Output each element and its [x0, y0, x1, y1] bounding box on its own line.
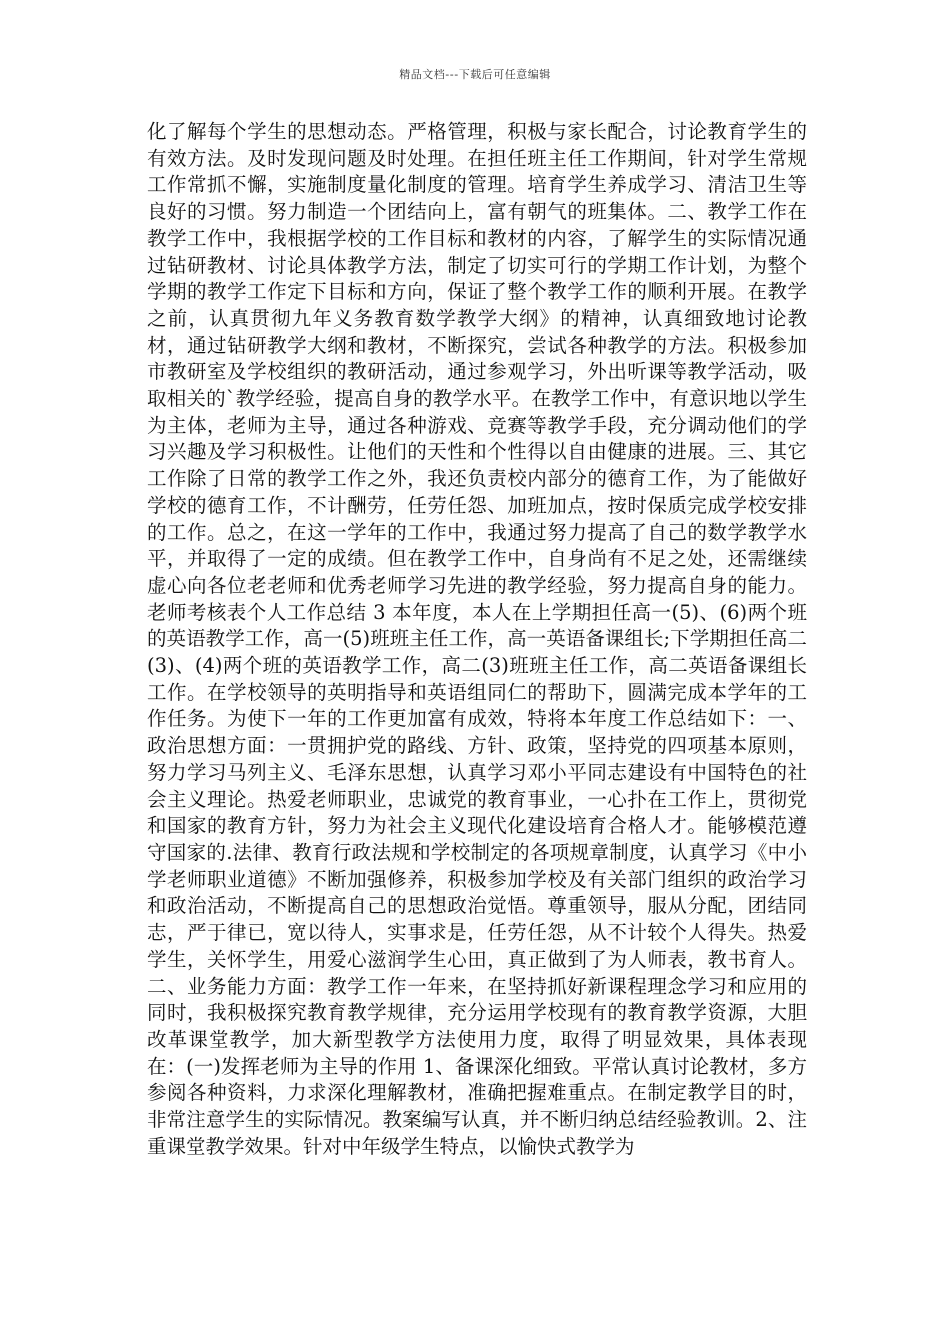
body-paragraph: 化了解每个学生的思想动态。严格管理，积极与家长配合，讨论教育学生的有效方法。及时发现问题及时处理。在担任班主任工作期间，针对学生常规工作常抓不懈，实施制度量化制度的管理。培育学生养成学习、清洁卫生等良好的习惯。努力制造一个团结向上，富有朝气的班集体。二、教学工作在教学工作中，我根据学校的工作目标和教材的内容，了解学生的实际情况通过钻研教材、讨论具体教学方法，制定了切实可行的学期工作计划，为整个学期的教学工作定下目标和方向，保证了整个教学工作的顺利开展。在教学之前，认真贯彻九年义务教育数学教学大纲》的精神，认真细致地讨论教材，通过钻研教学大纲和教材，不断探究，尝试各种教学的方法。积极参加市教研室及学校组织的教研活动，通过参观学习，外出听课等教学活动，吸取相关的`教学经验，提高自身的教学水平。在教学工作中，有意识地以学生为主体，老师为主导，通过各种游戏、竞赛等教学手段，充分调动他们的学习兴趣及学习积极性。让他们的天性和个性得以自由健康的进展。三、其它工作除了日常的教学工作之外，我还负责校内部分的德育工作，为了能做好学校的德育工作，不计酬劳，任劳任怨、加班加点，按时保质完成学校安排的工作。总之，在这一学年的工作中，我通过努力提高了自己的数学教学水平，并取得了一定的成绩。但在教学工作中，自身尚有不足之处，还需继续虚心向各位老老师和优秀老师学习先进的教学经验，努力提高自身的能力。老师考核表个人工作总结 3 本年度，本人在上学期担任高一(5)、(6)两个班的英语教学工作，高一(5)班班主任工作，高一英语备课组长;下学期担任高二(3)、(4)两个班的英语教学工作，高二(3)班班主任工作，高二英语备课组长工作。在学校领导的英明指导和英语组同仁的帮助下，圆满完成本学年的工作任务。为使下一年的工作更加富有成效，特将本年度工作总结如下：一、政治思想方面：一贯拥护党的路线、方针、政策，坚持党的四项基本原则，努力学习马列主义、毛泽东思想，认真学习邓小平同志建设有中国特色的社会主义理论。热爱老师职业，忠诚党的教育事业，一心扑在工作上，贯彻党和国家的教育方针，努力为社会主义现代化建设培育合格人才。能够模范遵守国家的.法律、教育行政法规和学校制定的各项规章制度，认真学习《中小学老师职业道德》不断加强修养，积极参加学校及有关部门组织的政治学习和政治活动，不断提高自己的思想政治觉悟。尊重领导，服从分配，团结同志，严于律已，宽以待人，实事求是，任劳任怨，从不计较个人得失。热爱学生，关怀学生，用爱心滋润学生心田，真正做到了为人师表，教书育人。二、业务能力方面：教学工作一年来，在坚持抓好新课程理念学习和应用的同时，我积极探究教育教学规律，充分运用学校现有的教育教学资源，大胆改革课堂教学，加大新型教学方法使用力度，取得了明显效果，具体表现在：(一)发挥老师为主导的作用 1、备课深化细致。平常认真讨论教材，多方参阅各种资料，力求深化理解教材，准确把握难重点。在制定教学目的时，非常注意学生的实际情况。教案编写认真，并不断归纳总结经验教训。2、注重课堂教学效果。针对中年级学生特点，以愉快式教学为	[147, 120, 807, 1158]
page-header: 精品文档---下载后可任意编辑	[399, 68, 551, 81]
